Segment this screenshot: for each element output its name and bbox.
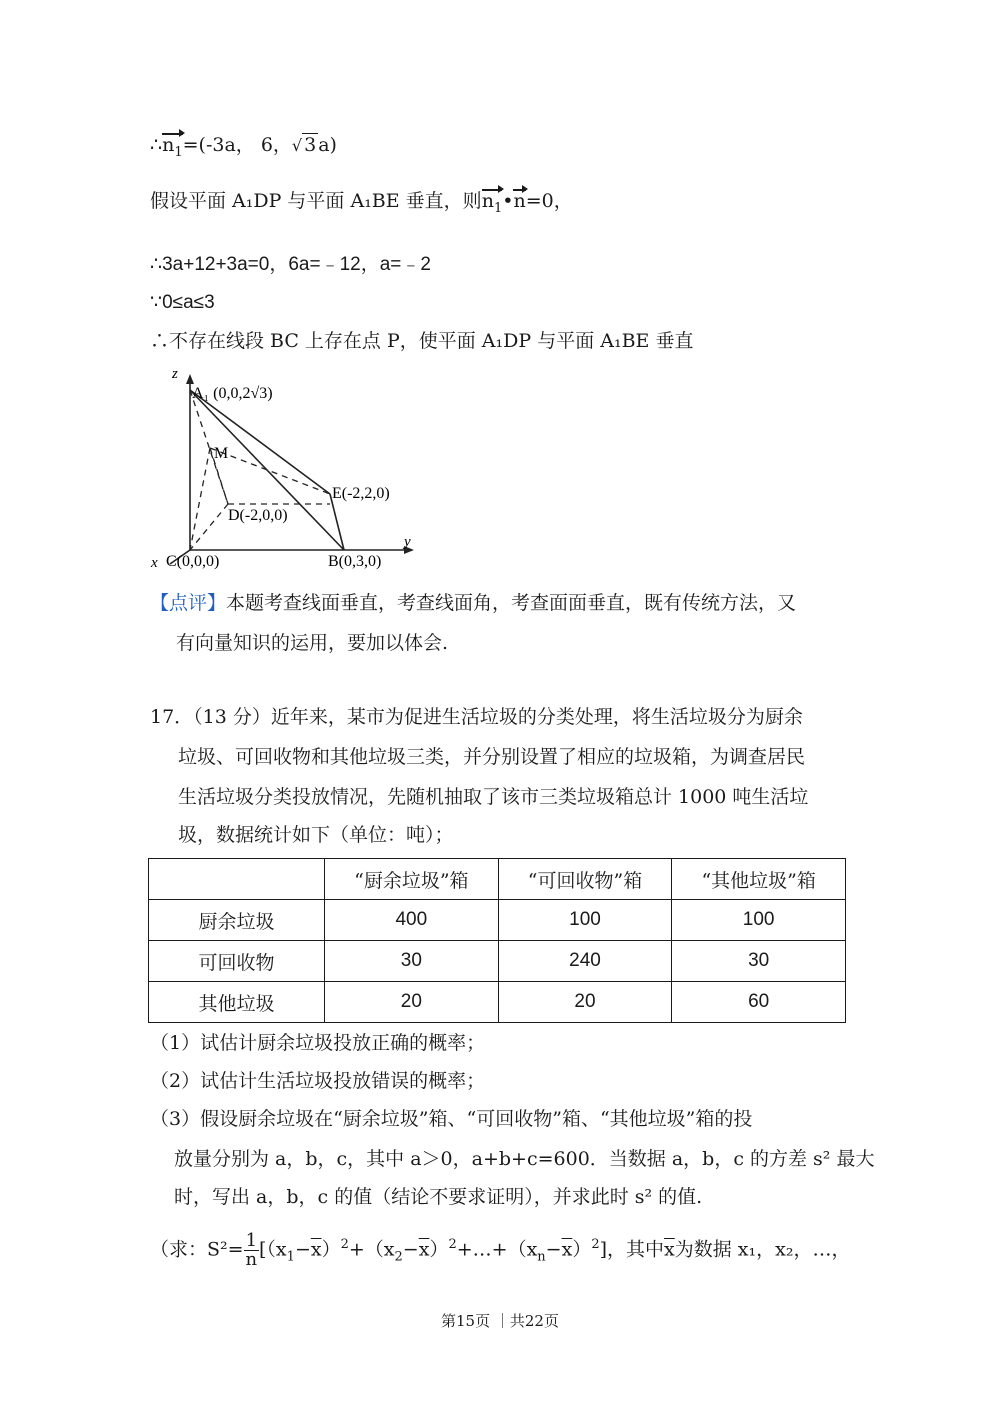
axis-y-label: y <box>404 534 411 550</box>
point-C-label: C(0,0,0) <box>166 553 220 570</box>
table-cell: 240 <box>498 941 672 982</box>
question-1: （1）试估计厨余垃圾投放正确的概率； <box>150 1032 486 1054</box>
comment-line-1: 【点评】本题考查线面垂直，考查线面角，考查面面垂直，既有传统方法，又 <box>150 592 797 614</box>
table-cell: 20 <box>498 982 672 1023</box>
table-cell: 100 <box>672 900 846 941</box>
fraction-one-over-n: $\frac{1}{n}$ <box>245 1230 258 1270</box>
solution-line-range: ∵0≤a≤3 <box>150 292 215 313</box>
solution-line-assumption: 假设平面 A₁DP 与平面 A₁BE 垂直，则$n_1•n=0$， <box>150 188 573 222</box>
question-3-line-1: （3）假设厨余垃圾在“厨余垃圾”箱、“可回收物”箱、“其他垃圾”箱的投 <box>150 1108 753 1130</box>
question-3-line-2: 放量分别为 a，b，c，其中 a＞0，a+b+c=600．当数据 a，b，c 的方差 s² 最大 <box>174 1148 875 1170</box>
table-header-cell: “厨余垃圾”箱 <box>325 859 499 900</box>
point-B-label: B(0,3,0) <box>328 553 382 570</box>
table-cell: 100 <box>498 900 672 941</box>
table-header-cell: “可回收物”箱 <box>498 859 672 900</box>
table-cell: 400 <box>325 900 499 941</box>
problem-line-2: 垃圾、可回收物和其他垃圾三类，并分别设置了相应的垃圾箱，为调查居民 <box>178 746 806 768</box>
axis-z-label: z <box>172 366 178 382</box>
coordinate-figure <box>148 362 428 574</box>
vector-n1: $n_1$ <box>162 132 183 166</box>
garbage-data-table <box>148 858 846 1023</box>
table-header-row <box>149 859 846 900</box>
problem-line-4: 圾，数据统计如下（单位：吨）； <box>178 824 454 846</box>
point-A1-label: A₁ (0,0,2√3) <box>192 385 273 402</box>
table-header-cell: “其他垃圾”箱 <box>672 859 846 900</box>
table-row <box>149 900 846 941</box>
therefore-symbol: ∴ <box>150 134 163 156</box>
table-row <box>149 982 846 1023</box>
row-label: 厨余垃圾 <box>149 900 325 941</box>
vector-n: n <box>513 190 526 212</box>
problem-line-1: 17．（13 分）近年来，某市为促进生活垃圾的分类处理，将生活垃圾分为厨余 <box>150 706 803 728</box>
table-cell: 30 <box>325 941 499 982</box>
axis-x-label: x <box>151 555 158 571</box>
solution-line-conclusion: ∴不存在线段 BC 上存在点 P，使平面 A₁DP 与平面 A₁BE 垂直 <box>150 330 694 352</box>
point-M-label: M <box>214 445 229 462</box>
row-label: 可回收物 <box>149 941 325 982</box>
sqrt-radicand: 3 <box>304 134 317 156</box>
table-row <box>149 941 846 982</box>
table-header-cell <box>149 859 325 900</box>
point-D-label: D(-2,0,0) <box>228 507 288 524</box>
problem-line-3: 生活垃圾分类投放情况，先随机抽取了该市三类垃圾箱总计 1000 吨生活垃 <box>178 786 809 808</box>
table-cell: 20 <box>325 982 499 1023</box>
point-E-label: E(-2,2,0) <box>332 485 390 502</box>
comment-tag: 【点评】 <box>150 592 227 614</box>
question-2: （2）试估计生活垃圾投放错误的概率； <box>150 1070 486 1092</box>
table-cell: 30 <box>672 941 846 982</box>
comment-line-2: 有向量知识的运用，要加以体会. <box>176 632 449 654</box>
solution-line-normal-vector: $\therefore n_1=(-3a$， 6，√ 3 a) <box>150 132 337 166</box>
solution-line-equation: ∴3a+12+3a=0，6a=﹣12，a=﹣2 <box>150 254 431 275</box>
question-3-line-3: 时，写出 a，b，c 的值（结论不要求证明），并求此时 s² 的值. <box>174 1186 703 1208</box>
vector-n1: $n_1$ <box>482 188 503 222</box>
page-footer: 第15页 ｜共22页 <box>441 1312 559 1330</box>
row-label: 其他垃圾 <box>149 982 325 1023</box>
variance-formula: （求：S²= $\frac{1}{n}$ $[(x_1-\overline{x})^2+(x_2-\overline{x})^2+\dots+(x_n-\overline{x})^2]$，其中$\overline{x}$为数据 x₁，x₂，…， <box>150 1230 851 1270</box>
table-cell: 60 <box>672 982 846 1023</box>
